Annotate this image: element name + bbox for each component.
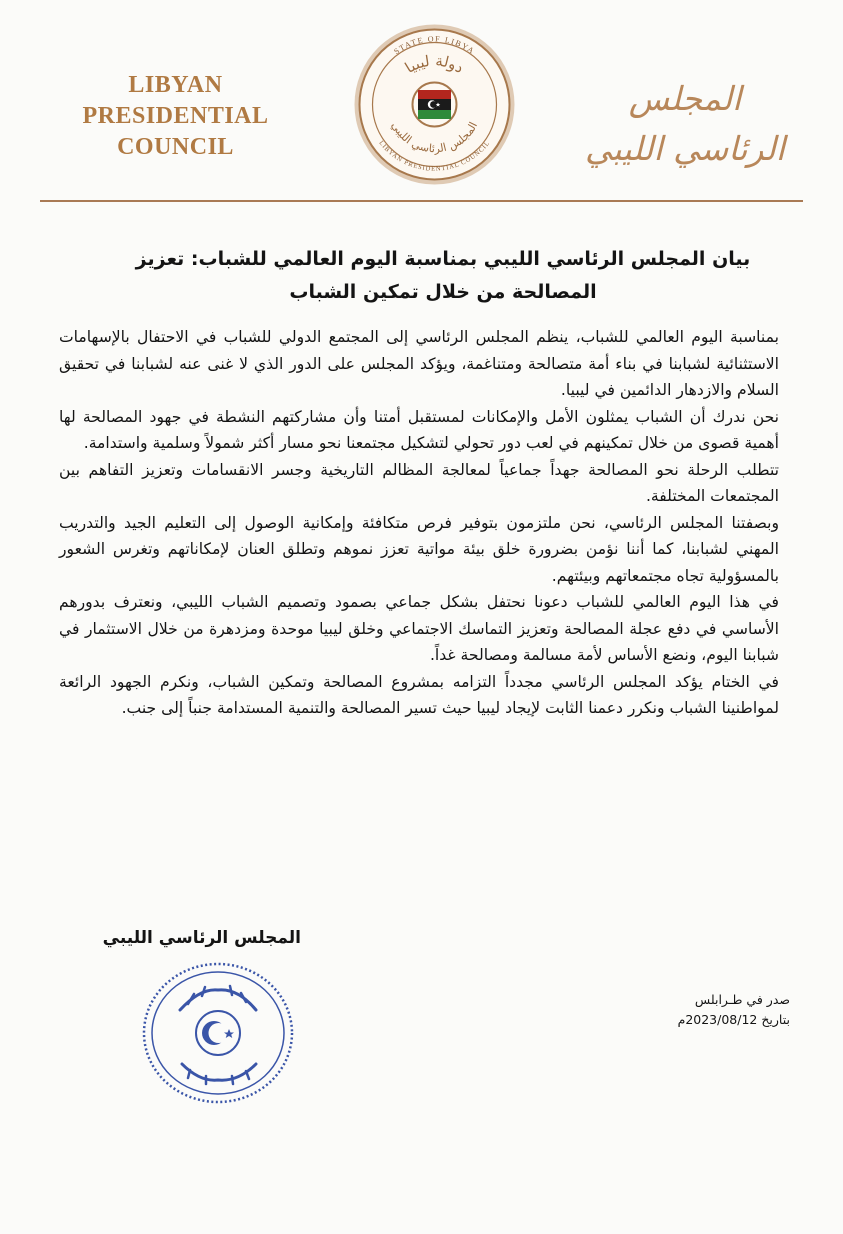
statement-title: بيان المجلس الرئاسي الليبي بمناسبة اليوم العالمي للشباب: تعزيز المصالحة من خلال تمكين الشباب — [135, 248, 751, 303]
org-name-arabic: المجلس الرئاسي الليبي — [585, 79, 785, 168]
official-stamp — [140, 960, 296, 1106]
issue-date: بتاريخ 2023/08/12م — [677, 1012, 790, 1027]
body-paragraph-5: في هذا اليوم العالمي للشباب دعونا نحتفل بشكل جماعي بصمود وتصميم الشباب الليبي، ونعترف بدورهم الأساسي في دفع عجلة المصالحة وتعزيز التماسك الاجتماعي وخلق ليبيا موحدة ومزدهرة من خلال الاستثمار في شبابنا اليوم، ونضع الأساس لأمة مسالمة ومصالحة غداً. — [59, 593, 779, 664]
issue-place: صدر في طـرابلس — [694, 992, 790, 1007]
body-paragraph-4: وبصفتنا المجلس الرئاسي، نحن ملتزمون بتوفير فرص متكافئة وإمكانية الوصول إلى التعليم الجيد والتدريب المهني لشبابنا، كما أننا نؤمن بضرورة خلق بيئة مواتية تعزز نموهم وتطلق العنان لإمكاناتهم وتغرس الشعور بالمسؤولية تجاه مجتمعاتهم وبيئتهم. — [59, 513, 779, 585]
state-seal-logo — [352, 22, 517, 187]
org-name-english-line1: LIBYAN PRESIDENTIAL — [82, 72, 269, 129]
org-name-english-line2: COUNCIL — [117, 134, 234, 160]
seal-bottom-text: LIBYAN PRESIDENTIAL COUNCIL — [377, 139, 492, 173]
seal-arabic-lower: المجلس الرئاسي الليبي — [388, 119, 481, 156]
body-paragraph-3: تتطلب الرحلة نحو المصالحة جهداً جماعياً لمعالجة المظالم التاريخية وجسر الانقسامات وتعزيز التفاهم بين المجتمعات المختلفة. — [59, 460, 779, 505]
header-divider — [40, 200, 803, 202]
body-paragraph-2: نحن ندرك أن الشباب يمثلون الأمل والإمكانات لمستقبل أمتنا وأن مشاركتهم النشطة في جهود المصالحة لها أهمية قصوى من خلال تمكينهم في لعب دور تحولي لتشكيل مجتمعنا نحو مسار أكثر شمولاً وسلمية واستدامة. — [59, 407, 779, 452]
signature-name: المجلس الرئاسي الليبي — [102, 928, 301, 948]
issue-info — [630, 990, 790, 1030]
seal-arabic-upper: دولة ليبيا — [401, 51, 468, 77]
statement-body — [59, 324, 779, 722]
org-name-english — [58, 70, 293, 163]
seal-top-text: STATE OF LIBYA — [392, 34, 477, 57]
body-paragraph-1: بمناسبة اليوم العالمي للشباب، ينظم المجلس الرئاسي إلى المجتمع الدولي للشباب في الاحتفال بالإسهامات الاستثنائية لشبابنا في بناء أمة متصالحة ومتناغمة، ويؤكد المجلس على الدور الذي لا غنى عنه لشبابنا في تحقيق السلام والازدهار الدائمين في ليبيا. — [59, 328, 779, 399]
body-paragraph-6: في الختام يؤكد المجلس الرئاسي مجدداً التزامه بمشروع المصالحة وتمكين الشباب، ونكرم الجهود الرائعة لمواطنينا الشباب ونكرر دعمنا الثابت لإيجاد ليبيا حيث تسير المصالحة والتنمية المستدامة جنباً إلى جنب. — [59, 672, 779, 717]
